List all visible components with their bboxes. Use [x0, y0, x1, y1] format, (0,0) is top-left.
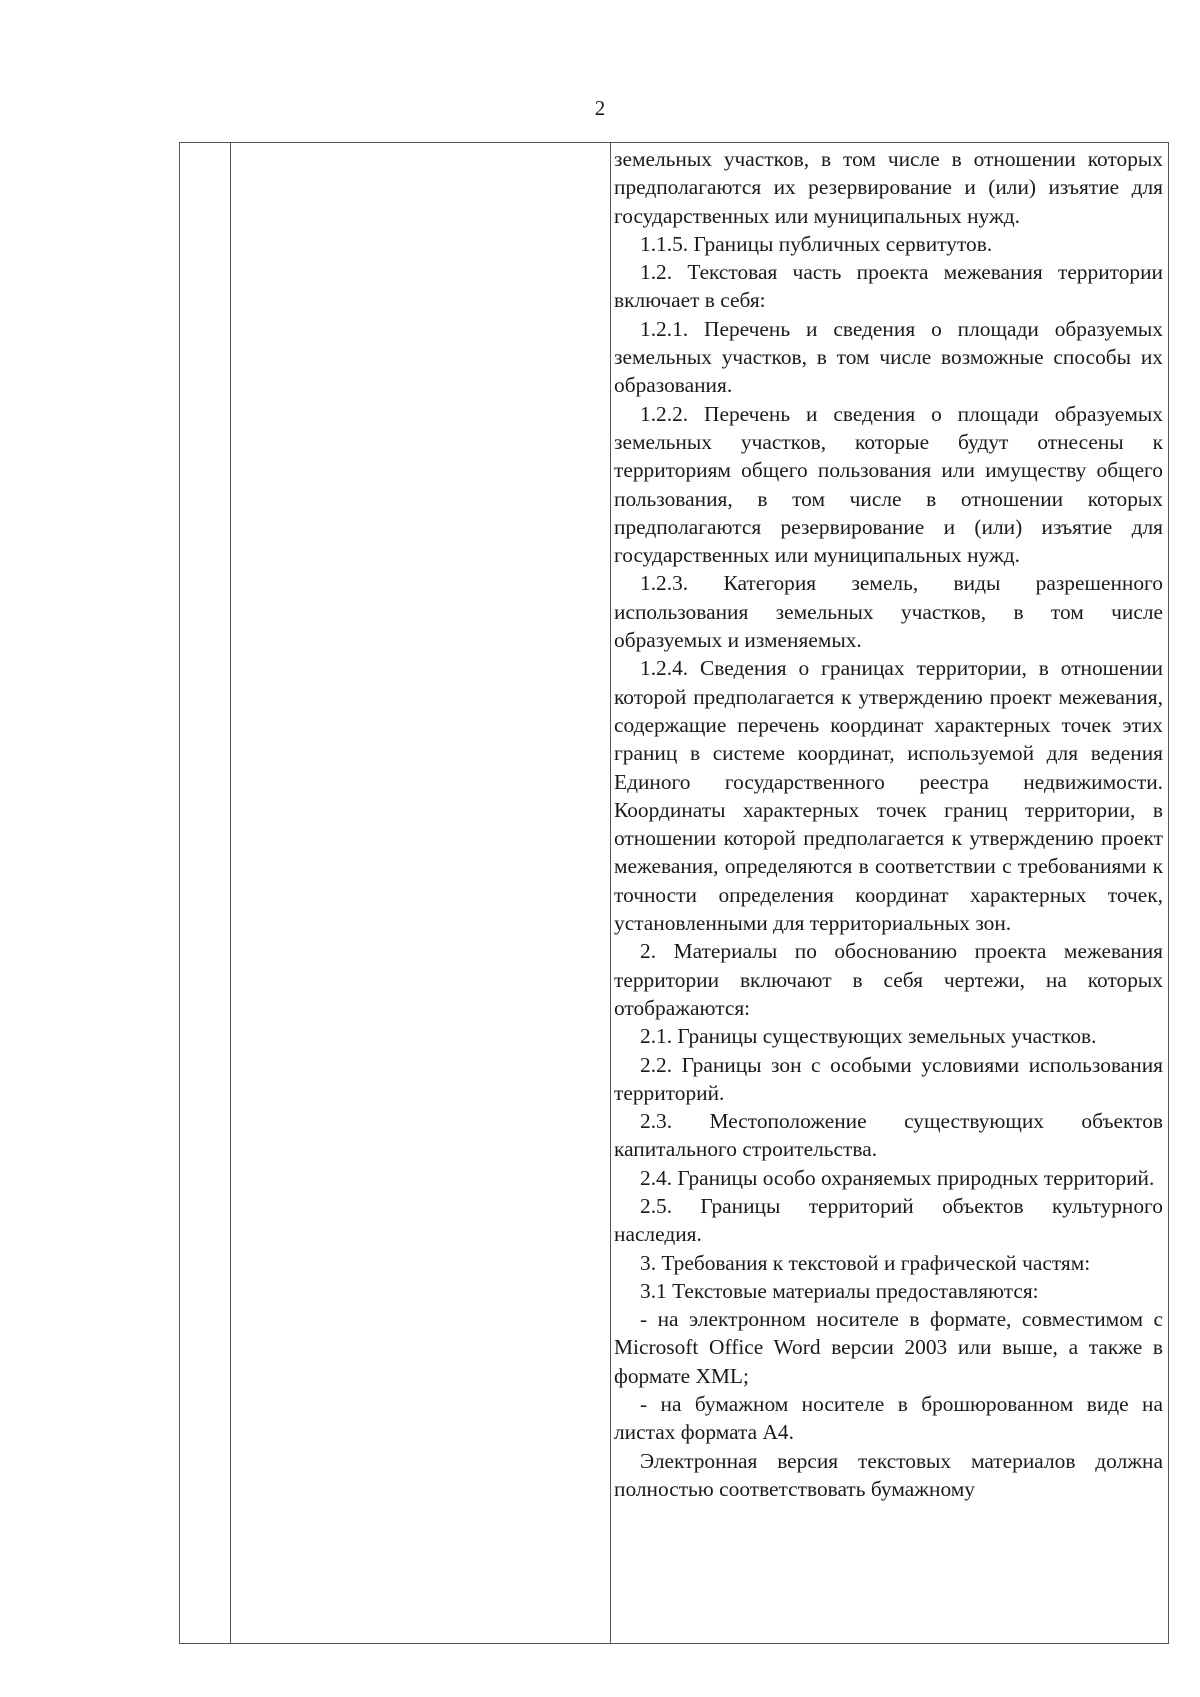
table-text-cell	[614, 145, 1163, 1503]
paragraph-1-2-3: 1.2.3. Категория земель, виды разрешенного использования земельных участков, в том числе образуемых и изменяемых.	[614, 571, 1163, 653]
paragraph-2-3: 2.3. Местоположение существующих объектов капитального строительства.	[614, 1109, 1163, 1162]
paragraph-1-2-4: 1.2.4. Сведения о границах территории, в отношении которой предполагается к утверждению проект межевания, содержащие перечень координат характерных точек этих границ в системе координат, используемой для ведения Единого государственного реестра недвижимости. Координаты характерных точек границ территории, в отношении которой предполагается к утверждению проект межевания, определяются в соответствии с требованиями к точности определения координат характерных точек, установленными для территориальных зон.	[614, 656, 1163, 936]
paragraph-electronic-version: Электронная версия текстовых материалов должна полностью соответствовать бумажному	[614, 1448, 1163, 1501]
paragraph-1-2-2: 1.2.2. Перечень и сведения о площади образуемых земельных участков, которые будут отнесены к территориям общего пользования или имуществу общего пользования, в том числе в отношении которых предполагаются резервирование и (или) изъятие для государственных или муниципальных нужд.	[614, 401, 1163, 568]
paragraph-2-2: 2.2. Границы зон с особыми условиями использования территорий.	[614, 1052, 1163, 1105]
paragraph-3-1: 3.1 Текстовые материалы предоставляются:	[640, 1278, 1039, 1303]
paragraph-continuation: земельных участков, в том числе в отношении которых предполагаются их резервирование и (или) изъятие для государственных или муниципальных нужд.	[614, 147, 1163, 228]
paragraph-electronic-media: - на электронном носителе в формате, совместимом с Microsoft Office Word версии 2003 или выше, а также в формате XML;	[614, 1307, 1163, 1388]
page-number: 2	[594, 96, 606, 120]
paragraph-2: 2. Материалы по обоснованию проекта межевания территории включают в себя чертежи, на которых отображаются:	[614, 939, 1163, 1020]
document-table	[179, 142, 1169, 1644]
table-column-divider	[230, 143, 231, 1643]
paragraph-1-2-1: 1.2.1. Перечень и сведения о площади образуемых земельных участков, в том числе возможные способы их образования.	[614, 316, 1163, 398]
paragraph-paper-media: - на бумажном носителе в брошюрованном виде на листах формата А4.	[614, 1392, 1163, 1445]
paragraph-2-4: 2.4. Границы особо охраняемых природных территорий.	[640, 1165, 1155, 1190]
paragraph-3: 3. Требования к текстовой и графической частям:	[640, 1250, 1091, 1275]
paragraph-2-5: 2.5. Границы территорий объектов культурного наследия.	[614, 1193, 1163, 1247]
paragraph-1-2: 1.2. Текстовая часть проекта межевания территории включает в себя:	[614, 260, 1163, 313]
paragraph-2-1: 2.1. Границы существующих земельных участков.	[640, 1024, 1097, 1049]
paragraph-1-1-5: 1.1.5. Границы публичных сервитутов.	[640, 231, 993, 256]
table-column-divider	[610, 143, 611, 1643]
